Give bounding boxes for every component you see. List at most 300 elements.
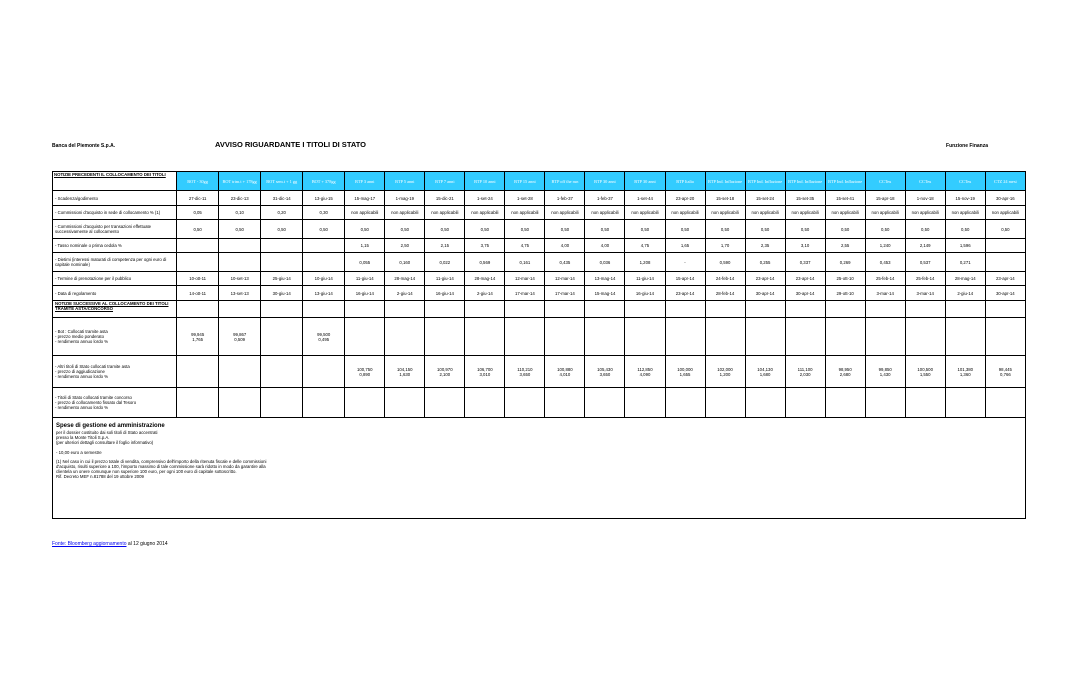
table-cell: 15-apr-14 (665, 272, 705, 286)
table-cell (945, 318, 985, 356)
table-cell (625, 356, 665, 388)
table-cell (625, 388, 665, 418)
cell-value: 100,880 (557, 366, 573, 372)
table-cell: 15-mag-17 (345, 191, 385, 206)
table-cell: 15-dic-21 (425, 191, 465, 206)
table-cell (345, 388, 385, 418)
table-cell (303, 356, 345, 388)
table-cell: 0,50 (745, 220, 785, 239)
table-cell (625, 301, 665, 318)
table-cell: 1,65 (665, 239, 705, 253)
table-cell (865, 301, 905, 318)
table-cell: 0,50 (945, 220, 985, 239)
table-cell: 0,036 (585, 253, 625, 272)
column-header: BTP 10 anni (465, 172, 505, 191)
table-cell: 4,00 (545, 239, 585, 253)
table-cell: 0,50 (261, 220, 303, 239)
table-cell (545, 388, 585, 418)
row-label: - Commissioni d'acquisto in sede di collocamento % (1) (53, 206, 177, 220)
table-cell: non applicabili (905, 206, 945, 220)
table-row (53, 356, 1026, 388)
table-cell: 25-giu-14 (261, 272, 303, 286)
cell-value: 99,500 (317, 331, 331, 337)
table-cell: 11-giu-14 (625, 272, 665, 286)
table-row (53, 272, 1026, 286)
table-cell: 13-giu-15 (303, 191, 345, 206)
table-cell (705, 301, 745, 318)
table-cell: 0,269 (825, 253, 865, 272)
table-cell: 1-set-24 (465, 191, 505, 206)
note-line: per il dossier costituito dai soli titoli di Stato accentrati (56, 430, 158, 435)
cell-value: 101,380 (957, 366, 973, 372)
note-line: (1) Nel caso in cui il prezzo totale di vendita, comprensivo dell'importo della ritenuta fiscale e delle commissioni (56, 458, 267, 464)
table-cell (985, 301, 1025, 318)
cell-value: 0,495 (318, 336, 330, 342)
table-cell: 11-giu-14 (345, 272, 385, 286)
table-cell (261, 253, 303, 272)
table-cell: 0,50 (785, 220, 825, 239)
column-header: BTP Ind. Inflazione (825, 172, 865, 191)
table-cell (505, 356, 545, 388)
table-cell: 15-set-18 (705, 191, 745, 206)
cell-value: 3,650 (519, 371, 531, 377)
table-cell: 0,50 (505, 220, 545, 239)
table-cell: 11-giu-14 (425, 272, 465, 286)
row-label (53, 388, 177, 418)
table-cell: 4,75 (625, 239, 665, 253)
table-cell: 1-set-28 (505, 191, 545, 206)
note-line: (per ulteriori dettagli consultare il foglio informativo) (56, 440, 154, 446)
cell-value: 1,680 (759, 371, 771, 377)
table-cell (945, 356, 985, 388)
table-cell: 30-apr-16 (985, 191, 1025, 206)
cell-value: 110,210 (517, 366, 533, 372)
table-cell: non applicabili (825, 206, 865, 220)
cell-value: 0,509 (234, 336, 246, 342)
table-cell (825, 301, 865, 318)
column-header: BOT sem.t + 1 gg (261, 172, 303, 191)
table-cell (177, 356, 219, 388)
table-row (53, 239, 1026, 253)
table-cell: 28-mag-14 (385, 272, 425, 286)
table-cell (261, 301, 303, 318)
table-cell: non applicabili (545, 206, 585, 220)
table-cell: non applicabili (665, 206, 705, 220)
cell-value: 105,430 (597, 366, 613, 372)
column-header: BOT trim.t + 178gg (219, 172, 261, 191)
table-cell (261, 388, 303, 418)
table-cell (585, 318, 625, 356)
table-cell: 15-set-41 (825, 191, 865, 206)
table-cell: 28-mag-14 (945, 272, 985, 286)
table-cell (261, 239, 303, 253)
table-cell: 30-giu-14 (261, 286, 303, 301)
table-cell: non applicabili (585, 206, 625, 220)
table-cell: 15-set-35 (785, 191, 825, 206)
cell-value: 99,850 (878, 366, 892, 372)
table-cell (505, 388, 545, 418)
table-cell (465, 318, 505, 356)
table-cell: 23-apr-20 (665, 191, 705, 206)
table-cell (705, 318, 745, 356)
table-cell (385, 388, 425, 418)
table-cell: 3,10 (785, 239, 825, 253)
cell-value: 4,090 (639, 371, 651, 377)
table-cell (219, 253, 261, 272)
row-label-line: - rendimento annuo lordo % (55, 339, 109, 344)
table-cell: 0,569 (465, 253, 505, 272)
column-header: BTP Ind. Inflazione (745, 172, 785, 191)
table-cell: non applicabili (945, 206, 985, 220)
cell-value: 1,430 (879, 371, 891, 377)
table-cell: 0,50 (825, 220, 865, 239)
table-cell: 3-mar-14 (905, 286, 945, 301)
table-cell (825, 388, 865, 418)
table-cell (545, 318, 585, 356)
table-cell: 2,55 (825, 239, 865, 253)
row-label (53, 318, 177, 356)
table-cell (905, 318, 945, 356)
column-header: BTP 5 anni (385, 172, 425, 191)
table-cell (785, 356, 825, 388)
table-cell: 28-mag-14 (465, 272, 505, 286)
table-cell: 0,05 (177, 206, 219, 220)
column-header: BTP 7 anni (425, 172, 465, 191)
table-cell: 2-giu-14 (945, 286, 985, 301)
column-header: BTP 30 anni (625, 172, 665, 191)
table-cell: 0,50 (905, 220, 945, 239)
table-cell: 0,337 (785, 253, 825, 272)
source-link[interactable]: Fonte: Bloomberg aggiornamento (52, 541, 127, 547)
table-cell: 4,75 (505, 239, 545, 253)
column-header: CCTeu (905, 172, 945, 191)
notes-cell (53, 418, 1026, 519)
cell-value: 2,680 (839, 371, 851, 377)
cell-value: 0,890 (359, 371, 371, 377)
table-cell: non applicabili (385, 206, 425, 220)
table-cell (985, 253, 1025, 272)
table-cell: 0,20 (261, 206, 303, 220)
table-cell (985, 388, 1025, 418)
column-header: BTP Ind. Inflazione (785, 172, 825, 191)
table-cell: 17-mar-14 (505, 286, 545, 301)
row-label: - Scadenza/godimento (53, 191, 177, 206)
table-cell: 0,537 (905, 253, 945, 272)
table-cell (665, 356, 705, 388)
table-cell: 13-set-13 (219, 286, 261, 301)
table-cell: 0,50 (545, 220, 585, 239)
table-cell: 25-feb-14 (905, 272, 945, 286)
source-date: al 12 giugno 2014 (126, 541, 168, 547)
table-cell: non applicabili (985, 206, 1025, 220)
table-cell: 25-ott-10 (825, 272, 865, 286)
table-cell: 31-dic-14 (261, 191, 303, 206)
table-cell (303, 318, 345, 356)
cell-value: 1,630 (399, 371, 411, 377)
table-cell (177, 253, 219, 272)
header-corner-label: NOTIZIE PRECEDENTI IL COLLOCAMENTO DEI TITOLI (53, 172, 177, 191)
column-header: CCTeu (865, 172, 905, 191)
row-label: - Termine di prenotazione per il pubblico (53, 272, 177, 286)
table-cell: - (665, 253, 705, 272)
table-cell (665, 301, 705, 318)
column-header: BOT - 30gg (177, 172, 219, 191)
cell-value: 104,130 (757, 366, 773, 372)
bank-name: Banca del Piemonte S.p.A. (52, 143, 116, 149)
row-label: - Tasso nominale o prima cedola % (53, 239, 177, 253)
table-cell: 0,161 (505, 253, 545, 272)
column-header: BOT + 378gg (303, 172, 345, 191)
cell-value: 1,200 (719, 371, 731, 377)
table-cell: 0,255 (745, 253, 785, 272)
table-cell (425, 388, 465, 418)
column-header: BTP 30 anni (585, 172, 625, 191)
table-cell (865, 388, 905, 418)
column-header: CTZ 24 mesi (985, 172, 1025, 191)
table-cell (985, 356, 1025, 388)
row-label-line: - Titoli di Stato collocati tramite concorso (55, 395, 132, 400)
cell-value: 3,010 (479, 371, 491, 377)
table-cell: 1,15 (345, 239, 385, 253)
table-cell (905, 388, 945, 418)
table-cell: 16-giu-14 (345, 286, 385, 301)
cell-value: 99,945 (191, 331, 205, 337)
table-cell: 1-nov-18 (905, 191, 945, 206)
table-cell (425, 318, 465, 356)
table-cell (545, 301, 585, 318)
row-label-line: - rendimento annuo lordo % (55, 405, 109, 410)
table-cell (177, 301, 219, 318)
cell-value: 100,500 (917, 366, 933, 372)
table-cell (625, 318, 665, 356)
table-cell (865, 356, 905, 388)
cell-value: 100,750 (356, 366, 373, 372)
notes-row (53, 418, 1026, 519)
column-header: BTP 15 anni (505, 172, 545, 191)
table-cell: 4,00 (585, 239, 625, 253)
table-cell (345, 318, 385, 356)
table-cell (219, 239, 261, 253)
table-cell: 1,596 (945, 239, 985, 253)
table-cell (219, 388, 261, 418)
table-cell: 0,10 (219, 206, 261, 220)
table-cell (545, 356, 585, 388)
table-cell: 17-mar-14 (545, 286, 585, 301)
table-cell: 0,50 (345, 220, 385, 239)
table-cell (705, 356, 745, 388)
table-cell: non applicabili (465, 206, 505, 220)
table-cell: 1,240 (865, 239, 905, 253)
table-cell (985, 318, 1025, 356)
column-header: BTP 3 anni (345, 172, 385, 191)
table-cell (905, 301, 945, 318)
table-cell: 15-apr-18 (865, 191, 905, 206)
table-cell: 23-apr-14 (785, 272, 825, 286)
table-cell: non applicabili (745, 206, 785, 220)
table-cell: 1,70 (705, 239, 745, 253)
table-cell: 0,50 (425, 220, 465, 239)
table-cell: 3,75 (465, 239, 505, 253)
table-cell (585, 388, 625, 418)
column-header: BTP off the run (545, 172, 585, 191)
column-header: BTP Italia (665, 172, 705, 191)
table-cell (945, 388, 985, 418)
section-heading: NOTIZIE SUCCESSIVE AL COLLOCAMENTO DEI TITOLI TRAMITE ASTA/CONCORSO (53, 301, 177, 318)
table-cell: 0,590 (705, 253, 745, 272)
table-cell (303, 239, 345, 253)
table-cell: 23-apr-14 (745, 272, 785, 286)
table-cell (219, 356, 261, 388)
table-cell: 12-mar-14 (505, 272, 545, 286)
table-row (53, 220, 1026, 239)
table-cell (825, 356, 865, 388)
table-cell (905, 356, 945, 388)
table-cell (261, 318, 303, 356)
table-cell: 0,055 (345, 253, 385, 272)
table-cell (705, 388, 745, 418)
table-cell: 24-feb-14 (705, 272, 745, 286)
table-cell: 15-set-24 (745, 191, 785, 206)
table-cell (745, 301, 785, 318)
table-cell: 12-mar-14 (545, 272, 585, 286)
table-cell (505, 301, 545, 318)
row-label: - Data di regolamento (53, 286, 177, 301)
document-title: AVVISO RIGUARDANTE I TITOLI DI STATO (215, 140, 366, 149)
table-row (53, 253, 1026, 272)
cell-value: 100,000 (677, 366, 693, 372)
table-cell (177, 388, 219, 418)
table-cell: 0,50 (465, 220, 505, 239)
table-cell: 0,50 (303, 220, 345, 239)
cell-value: 2,030 (799, 371, 811, 377)
row-label-line: - Bot : Collocati tramite asta (55, 329, 108, 334)
table-cell: non applicabili (785, 206, 825, 220)
department-name: Funzione Finanza (946, 143, 988, 149)
table-cell (585, 301, 625, 318)
row-label (53, 356, 177, 388)
row-label-line: - prezzo di collocamento fissato dal Tesoro (55, 400, 137, 405)
table-cell: 10-ott-11 (177, 272, 219, 286)
table-cell: 1,208 (625, 253, 665, 272)
table-cell: 1-feb-37 (545, 191, 585, 206)
table-cell: 0,50 (625, 220, 665, 239)
table-cell: 0,50 (665, 220, 705, 239)
table-cell: 13-mag-14 (585, 272, 625, 286)
table-cell (985, 239, 1025, 253)
table-cell: 0,160 (385, 253, 425, 272)
row-label-line: - prezzo medio ponderato (55, 334, 104, 339)
table-cell (465, 301, 505, 318)
table-row (53, 286, 1026, 301)
table-cell (219, 318, 261, 356)
table-row (53, 191, 1026, 206)
table-cell (465, 356, 505, 388)
table-cell (505, 318, 545, 356)
cell-value: 4,010 (559, 371, 571, 377)
table-cell: 15-nov-19 (945, 191, 985, 206)
table-cell: non applicabili (865, 206, 905, 220)
table-cell: 30-apr-14 (785, 286, 825, 301)
table-cell (665, 388, 705, 418)
cell-value: 104,150 (397, 366, 413, 372)
table-cell: 0,022 (425, 253, 465, 272)
table-cell: 3-mar-14 (865, 286, 905, 301)
table-cell: 25-feb-14 (865, 272, 905, 286)
table-cell (177, 318, 219, 356)
table-cell (865, 318, 905, 356)
government-bonds-table (52, 171, 1026, 519)
table-cell (345, 356, 385, 388)
table-cell (303, 388, 345, 418)
column-header: BTP Ind. Inflazione (705, 172, 745, 191)
section-row (53, 301, 1026, 318)
table-cell (385, 356, 425, 388)
note-line: clientela un onere comunque non superiore 100 euro, per ogni 100 euro di capitale sottoscritto. (56, 469, 237, 475)
table-cell: 0,50 (865, 220, 905, 239)
footer-source (52, 541, 168, 547)
cell-value: 98,950 (838, 366, 852, 372)
cell-value: 1,360 (959, 371, 971, 377)
table-row (53, 206, 1026, 220)
table-cell: 16-giu-14 (425, 286, 465, 301)
table-cell (825, 318, 865, 356)
cell-value: 3,650 (599, 371, 611, 377)
row-label: - Dietimi (interessi maturati di competenza per ogni euro di capitale nominale) (53, 253, 177, 272)
table-cell: 0,453 (865, 253, 905, 272)
table-cell (345, 301, 385, 318)
table-cell: 1-set-44 (625, 191, 665, 206)
table-cell: 2,50 (385, 239, 425, 253)
table-cell: 28-feb-14 (705, 286, 745, 301)
table-cell: non applicabili (425, 206, 465, 220)
table-cell: 0,50 (385, 220, 425, 239)
table-cell: 13-giu-14 (303, 286, 345, 301)
table-cell (465, 388, 505, 418)
table-cell: 23-apr-14 (665, 286, 705, 301)
row-label-line: - rendimento annuo lordo % (55, 374, 109, 379)
table-cell: 29-ott-10 (825, 286, 865, 301)
table-cell: 2,35 (745, 239, 785, 253)
table-cell (745, 388, 785, 418)
note-line: Rif. Decreto MEF n.81788 del 19 ottobre 2009 (56, 474, 144, 480)
table-cell (303, 301, 345, 318)
table-cell (745, 356, 785, 388)
table-cell: 16-giu-14 (625, 286, 665, 301)
cell-value: 111,100 (797, 366, 813, 372)
table-cell: 23-dic-13 (219, 191, 261, 206)
table-cell: 2,149 (905, 239, 945, 253)
table-row (53, 388, 1026, 418)
table-cell: 0,50 (177, 220, 219, 239)
table-cell (785, 301, 825, 318)
table-cell (425, 356, 465, 388)
table-cell: 0,30 (303, 206, 345, 220)
cell-value: 99,867 (233, 331, 247, 337)
note-line: d'acquisto, risulti superiore a 100, l'importo massimo di tale commissione sarà ridotto in modo da garantire alla (56, 464, 266, 470)
cell-value: 106,700 (477, 366, 493, 372)
table-cell: 23-apr-14 (985, 272, 1025, 286)
table-cell: 1-feb-37 (585, 191, 625, 206)
table-cell: 0,50 (985, 220, 1025, 239)
table-cell: non applicabili (705, 206, 745, 220)
row-label: - Commissioni d'acquisto per transazioni effettuate successivamente al collocamento (53, 220, 177, 239)
table-cell (425, 301, 465, 318)
cell-value: 1,765 (192, 336, 204, 342)
table-cell (585, 356, 625, 388)
fee-line: - 10,00 euro a semestre (56, 449, 102, 455)
table-cell: 15-mag-14 (585, 286, 625, 301)
table-header-row (53, 172, 1026, 191)
